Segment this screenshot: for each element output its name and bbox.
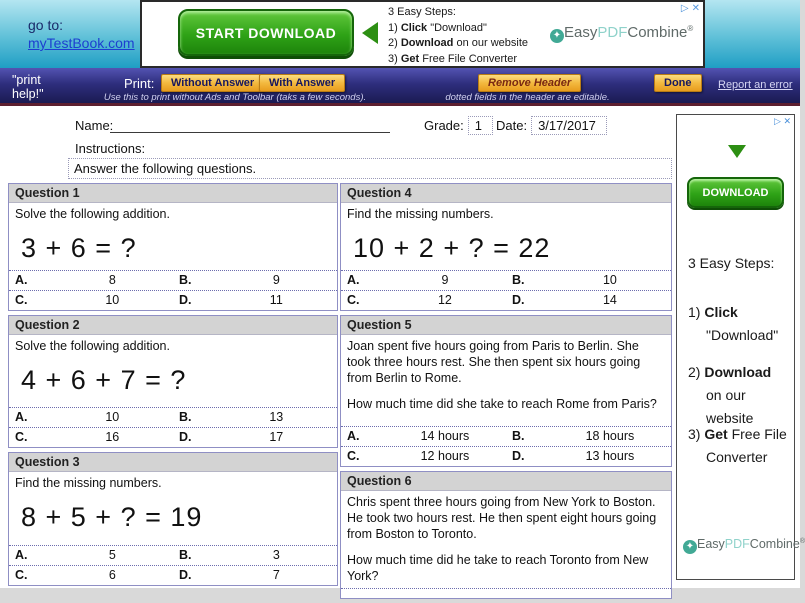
site-link-block xyxy=(28,16,135,52)
answer-row[interactable]: C. 12 hours D. 13 hours xyxy=(341,446,671,466)
sidebar-step-3: 3) Get Free File Converter xyxy=(688,426,787,465)
worksheet-page xyxy=(0,106,805,600)
report-error-link[interactable]: Report an error xyxy=(718,79,793,91)
question-column-left xyxy=(8,183,338,590)
answer-row[interactable]: A. 8 B. 9 xyxy=(9,270,337,290)
print-help-text: "print help!" xyxy=(12,73,44,101)
question-3-answers xyxy=(9,545,337,585)
question-1-equation: 3 + 6 = ? xyxy=(21,233,137,263)
answer-row[interactable]: C. 12 D. 14 xyxy=(341,290,671,310)
adchoices-icon[interactable]: ▷ xyxy=(680,3,689,14)
header-note: dotted fields in the header are editable. xyxy=(445,92,610,103)
question-3-card: Question 3 Find the missing numbers. 8 + 5 + ? = 19 A. 5 B. 3 C. 6 D. 7 xyxy=(8,452,338,586)
sidebar-ad xyxy=(676,114,805,580)
question-4-answers xyxy=(341,270,671,310)
question-3-title: Question 3 xyxy=(9,453,337,472)
instructions-editable[interactable]: Answer the following questions. xyxy=(68,158,672,179)
answer-row[interactable]: A. 9 B. 10 xyxy=(341,270,671,290)
remove-header-button[interactable]: Remove Header xyxy=(478,74,581,92)
goto-label: go to: xyxy=(28,17,64,33)
question-6-title: Question 6 xyxy=(341,472,671,491)
name-label: Name: xyxy=(75,118,114,133)
print-with-answer-button[interactable]: With Answer xyxy=(259,74,345,92)
start-download-button[interactable]: START DOWNLOAD xyxy=(178,9,354,56)
mytestbook-link[interactable]: myTestBook.com xyxy=(28,35,135,51)
ad-close-icon[interactable]: ✕ xyxy=(691,3,700,14)
ad-controls xyxy=(681,3,700,14)
print-label: Print: xyxy=(124,76,155,91)
question-4-equation: 10 + 2 + ? = 22 xyxy=(353,233,551,263)
question-4-title: Question 4 xyxy=(341,184,671,203)
easypdfcombine-logo-icon: ✦ xyxy=(683,540,697,554)
ad-close-icon[interactable]: ✕ xyxy=(783,116,791,126)
instructions-label: Instructions: xyxy=(75,141,146,156)
question-4-card: Question 4 Find the missing numbers. 10 + 2 + ? = 22 A. 9 B. 10 C. 12 D. 14 xyxy=(340,183,672,311)
question-2-equation: 4 + 6 + 7 = ? xyxy=(21,365,187,395)
question-1-card: Question 1 Solve the following addition. 3 + 6 = ? A. 8 B. 9 C. 10 D. 11 xyxy=(8,183,338,311)
date-field xyxy=(496,118,607,133)
grade-field xyxy=(424,118,493,133)
top-banner-area xyxy=(0,0,800,68)
answer-row[interactable]: A. 10 B. 13 xyxy=(9,407,337,427)
ad-step-2: 2) Download on our website xyxy=(388,37,529,49)
ad-steps xyxy=(388,5,528,67)
arrow-left-icon xyxy=(362,22,378,44)
sidebar-steps-title: 3 Easy Steps: xyxy=(688,255,775,271)
question-6-card: Question 6 Chris spent three hours going from New York to Boston. He took two hours rest. He then spent eight hours going from Boston to Toronto. How much time did he take to reach Toronto from New York? xyxy=(340,471,672,599)
question-5-answers xyxy=(341,426,671,466)
sidebar-ad-controls xyxy=(774,116,791,127)
question-6-answers xyxy=(341,588,671,598)
answer-row[interactable]: A. 14 hours B. 18 hours xyxy=(341,426,671,446)
ad-step-1: 1) Click "Download" xyxy=(388,21,487,34)
top-ad xyxy=(140,0,705,68)
print-without-answer-button[interactable]: Without Answer xyxy=(161,74,264,92)
adchoices-icon[interactable]: ▷ xyxy=(774,116,781,126)
grade-value-editable[interactable]: 1 xyxy=(468,116,493,135)
sidebar-step-1: 1) Click "Download" xyxy=(688,304,779,343)
question-2-card: Question 2 Solve the following addition. 4 + 6 + 7 = ? A. 10 B. 13 C. 16 D. 17 xyxy=(8,315,338,448)
date-value-editable[interactable]: 3/17/2017 xyxy=(531,116,607,135)
easypdfcombine-logo: ✦ EasyPDFCombine® xyxy=(683,537,805,554)
question-2-title: Question 2 xyxy=(9,316,337,335)
question-1-title: Question 1 xyxy=(9,184,337,203)
easypdfcombine-logo: ✦ EasyPDFCombine® xyxy=(550,24,693,43)
print-toolbar xyxy=(0,68,800,106)
question-3-equation: 8 + 5 + ? = 19 xyxy=(21,502,203,532)
question-5-title: Question 5 xyxy=(341,316,671,335)
answer-row[interactable]: C. 6 D. 7 xyxy=(9,565,337,585)
ad-steps-title: 3 Easy Steps: xyxy=(388,6,456,18)
grade-label: Grade: xyxy=(424,118,464,133)
question-column-right xyxy=(340,183,672,603)
answer-row[interactable]: A. 5 B. 3 xyxy=(9,545,337,565)
answer-row[interactable]: C. 10 D. 11 xyxy=(9,290,337,310)
download-button[interactable]: DOWNLOAD xyxy=(687,177,784,208)
answer-row[interactable]: C. 16 D. 17 xyxy=(9,427,337,447)
ad-step-3: 3) Get Free File Converter xyxy=(388,52,517,65)
done-button[interactable]: Done xyxy=(654,74,702,92)
worksheet-header xyxy=(0,106,676,183)
sidebar-step-2: 2) Download on our website xyxy=(688,364,772,426)
question-2-answers xyxy=(9,407,337,447)
easypdfcombine-logo-icon: ✦ xyxy=(550,29,564,43)
arrow-down-icon xyxy=(728,145,746,158)
name-input-line[interactable] xyxy=(110,116,390,133)
date-label: Date: xyxy=(496,118,528,133)
question-5-card: Question 5 Joan spent five hours going from Paris to Berlin. She took three hours rest. She then spent six hours going from Berlin to Rome. How much time did she take to reach Rome from Paris? A. 14 hours B. 18 hours C. 12 hours D. 13 hours xyxy=(340,315,672,467)
question-1-answers xyxy=(9,270,337,310)
print-note: Use this to print without Ads and Toolbar (taks a few seconds). xyxy=(103,92,367,103)
